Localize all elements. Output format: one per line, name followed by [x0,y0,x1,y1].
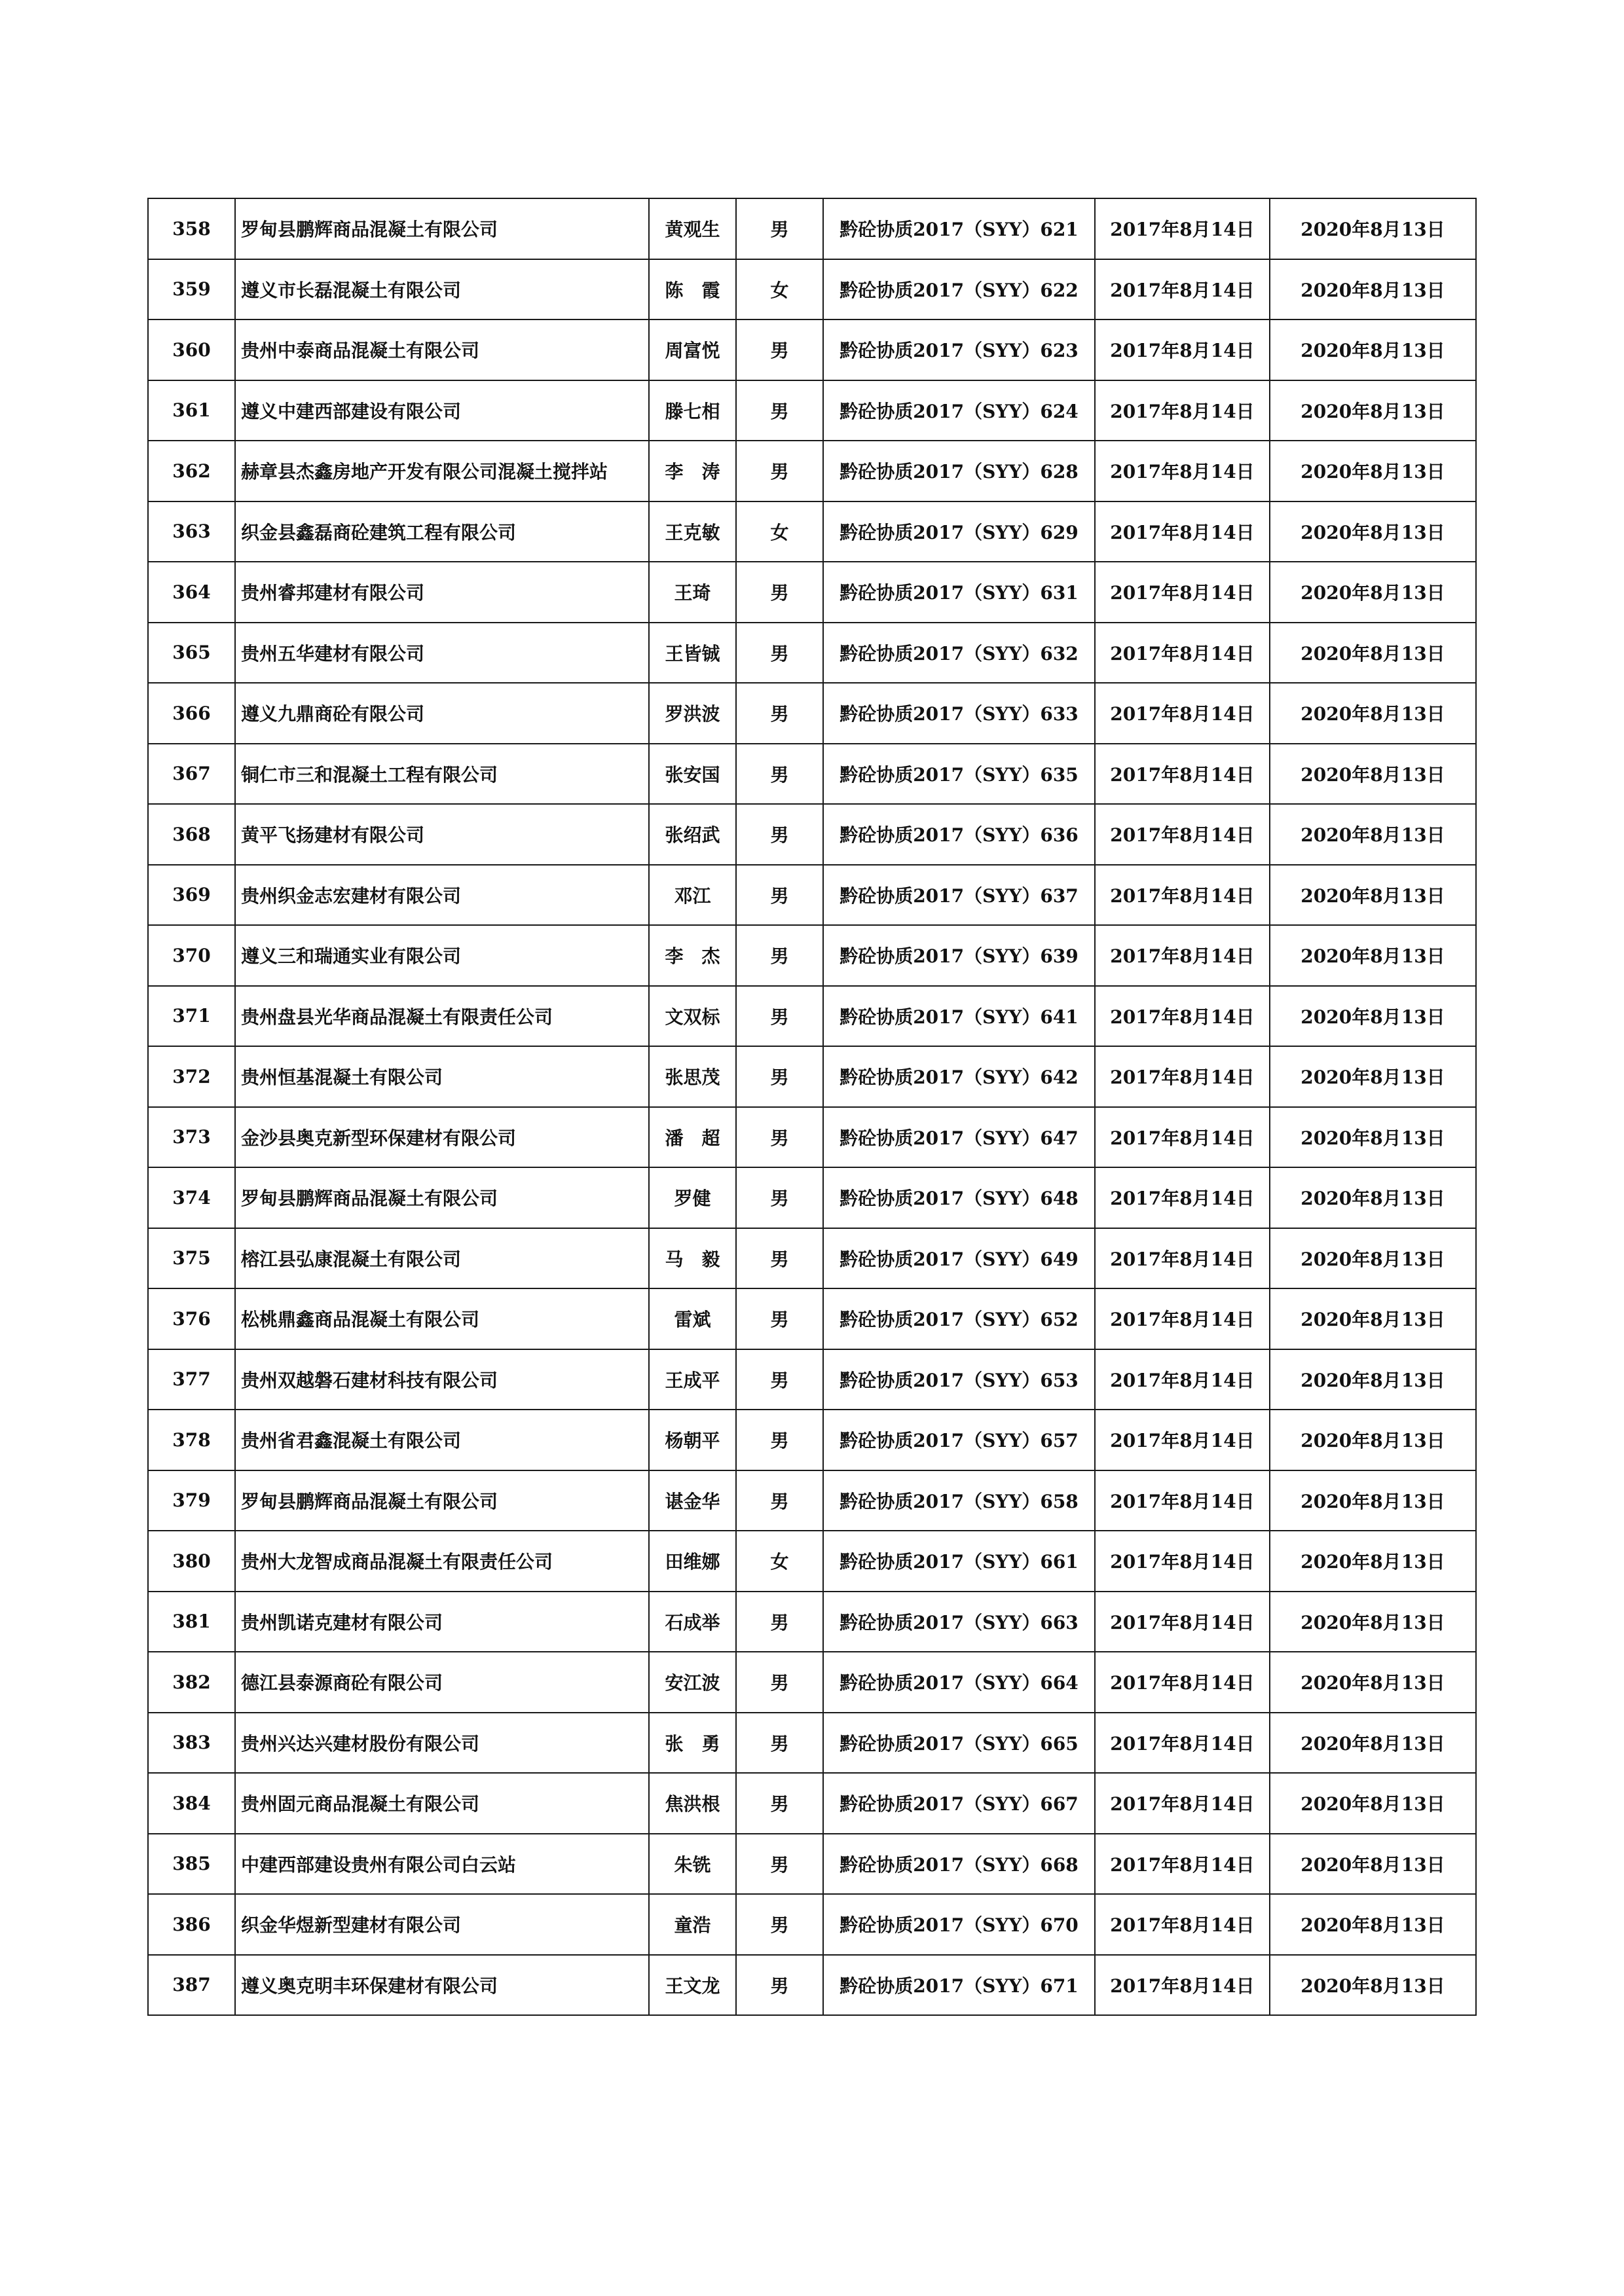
issue-date-cell: 2017年8月14日 [1095,319,1270,380]
expiry-date-cell: 2020年8月13日 [1270,1107,1476,1168]
certificate-number-cell: 黔砼协质2017（SYY）664 [823,1652,1095,1713]
person-name-cell: 张 勇 [649,1713,736,1774]
certificate-number-cell: 黔砼协质2017（SYY）623 [823,319,1095,380]
certificate-number-cell: 黔砼协质2017（SYY）621 [823,198,1095,259]
row-number-cell: 360 [148,319,235,380]
issue-date-cell: 2017年8月14日 [1095,623,1270,683]
company-cell: 黄平飞扬建材有限公司 [235,804,649,865]
company-cell: 罗甸县鹏辉商品混凝土有限公司 [235,198,649,259]
certificate-number-cell: 黔砼协质2017（SYY）642 [823,1046,1095,1107]
person-name-cell: 陈 霞 [649,259,736,320]
person-name-cell: 朱铣 [649,1834,736,1895]
certificate-number-cell: 黔砼协质2017（SYY）663 [823,1592,1095,1652]
person-name-cell: 杨朝平 [649,1410,736,1470]
gender-cell: 男 [736,1773,823,1834]
table-row [148,319,1476,380]
gender-cell: 男 [736,1410,823,1470]
row-number-cell: 378 [148,1410,235,1470]
table-row [148,1107,1476,1168]
table-row [148,259,1476,320]
company-cell: 遵义市长磊混凝土有限公司 [235,259,649,320]
person-name-cell: 王琦 [649,562,736,623]
issue-date-cell: 2017年8月14日 [1095,1713,1270,1774]
gender-cell: 男 [736,623,823,683]
person-name-cell: 田维娜 [649,1531,736,1592]
issue-date-cell: 2017年8月14日 [1095,1592,1270,1652]
company-cell: 贵州恒基混凝土有限公司 [235,1046,649,1107]
expiry-date-cell: 2020年8月13日 [1270,1652,1476,1713]
issue-date-cell: 2017年8月14日 [1095,259,1270,320]
table-row [148,1955,1476,2016]
gender-cell: 女 [736,501,823,562]
expiry-date-cell: 2020年8月13日 [1270,562,1476,623]
row-number-cell: 358 [148,198,235,259]
expiry-date-cell: 2020年8月13日 [1270,744,1476,805]
gender-cell: 男 [736,744,823,805]
certificate-number-cell: 黔砼协质2017（SYY）637 [823,865,1095,926]
table-row [148,865,1476,926]
gender-cell: 男 [736,1834,823,1895]
table-row [148,1046,1476,1107]
issue-date-cell: 2017年8月14日 [1095,441,1270,501]
expiry-date-cell: 2020年8月13日 [1270,1470,1476,1531]
certificate-number-cell: 黔砼协质2017（SYY）636 [823,804,1095,865]
company-cell: 贵州固元商品混凝土有限公司 [235,1773,649,1834]
gender-cell: 男 [736,1652,823,1713]
table-row [148,1470,1476,1531]
person-name-cell: 周富悦 [649,319,736,380]
person-name-cell: 李 涛 [649,441,736,501]
gender-cell: 男 [736,1046,823,1107]
issue-date-cell: 2017年8月14日 [1095,1167,1270,1228]
person-name-cell: 石成举 [649,1592,736,1652]
expiry-date-cell: 2020年8月13日 [1270,1773,1476,1834]
table-row [148,1531,1476,1592]
row-number-cell: 371 [148,986,235,1047]
gender-cell: 男 [736,1955,823,2016]
certificate-number-cell: 黔砼协质2017（SYY）639 [823,925,1095,986]
company-cell: 贵州省君鑫混凝土有限公司 [235,1410,649,1470]
row-number-cell: 368 [148,804,235,865]
company-cell: 贵州睿邦建材有限公司 [235,562,649,623]
issue-date-cell: 2017年8月14日 [1095,1228,1270,1289]
company-cell: 贵州五华建材有限公司 [235,623,649,683]
gender-cell: 男 [736,1713,823,1774]
issue-date-cell: 2017年8月14日 [1095,1652,1270,1713]
gender-cell: 男 [736,1349,823,1410]
table-row [148,683,1476,744]
issue-date-cell: 2017年8月14日 [1095,1046,1270,1107]
person-name-cell: 雷斌 [649,1288,736,1349]
row-number-cell: 376 [148,1288,235,1349]
certificate-number-cell: 黔砼协质2017（SYY）652 [823,1288,1095,1349]
table-row [148,1349,1476,1410]
gender-cell: 男 [736,198,823,259]
gender-cell: 男 [736,865,823,926]
gender-cell: 男 [736,683,823,744]
expiry-date-cell: 2020年8月13日 [1270,1531,1476,1592]
row-number-cell: 369 [148,865,235,926]
table-row [148,1592,1476,1652]
row-number-cell: 367 [148,744,235,805]
expiry-date-cell: 2020年8月13日 [1270,683,1476,744]
table-row [148,1773,1476,1834]
row-number-cell: 366 [148,683,235,744]
table-row [148,1167,1476,1228]
certificate-roster-table [147,198,1477,2016]
table-row [148,1894,1476,1955]
company-cell: 织金华煜新型建材有限公司 [235,1894,649,1955]
person-name-cell: 王克敏 [649,501,736,562]
issue-date-cell: 2017年8月14日 [1095,1531,1270,1592]
company-cell: 贵州中泰商品混凝土有限公司 [235,319,649,380]
table-row [148,562,1476,623]
certificate-number-cell: 黔砼协质2017（SYY）658 [823,1470,1095,1531]
person-name-cell: 王成平 [649,1349,736,1410]
row-number-cell: 386 [148,1894,235,1955]
table-row [148,441,1476,501]
company-cell: 贵州兴达兴建材股份有限公司 [235,1713,649,1774]
table-row [148,1652,1476,1713]
expiry-date-cell: 2020年8月13日 [1270,623,1476,683]
table-row [148,925,1476,986]
certificate-number-cell: 黔砼协质2017（SYY）629 [823,501,1095,562]
person-name-cell: 童浩 [649,1894,736,1955]
table-row [148,623,1476,683]
table-row [148,986,1476,1047]
certificate-number-cell: 黔砼协质2017（SYY）628 [823,441,1095,501]
expiry-date-cell: 2020年8月13日 [1270,925,1476,986]
issue-date-cell: 2017年8月14日 [1095,1288,1270,1349]
person-name-cell: 焦洪根 [649,1773,736,1834]
issue-date-cell: 2017年8月14日 [1095,1349,1270,1410]
gender-cell: 男 [736,1288,823,1349]
row-number-cell: 365 [148,623,235,683]
person-name-cell: 邓江 [649,865,736,926]
row-number-cell: 380 [148,1531,235,1592]
row-number-cell: 383 [148,1713,235,1774]
gender-cell: 男 [736,1592,823,1652]
certificate-number-cell: 黔砼协质2017（SYY）671 [823,1955,1095,2016]
gender-cell: 男 [736,1107,823,1168]
table-row [148,1228,1476,1289]
gender-cell: 女 [736,1531,823,1592]
company-cell: 遵义九鼎商砼有限公司 [235,683,649,744]
gender-cell: 男 [736,986,823,1047]
expiry-date-cell: 2020年8月13日 [1270,441,1476,501]
certificate-number-cell: 黔砼协质2017（SYY）653 [823,1349,1095,1410]
expiry-date-cell: 2020年8月13日 [1270,380,1476,441]
company-cell: 榕江县弘康混凝土有限公司 [235,1228,649,1289]
certificate-number-cell: 黔砼协质2017（SYY）624 [823,380,1095,441]
person-name-cell: 马 毅 [649,1228,736,1289]
row-number-cell: 385 [148,1834,235,1895]
issue-date-cell: 2017年8月14日 [1095,198,1270,259]
certificate-number-cell: 黔砼协质2017（SYY）648 [823,1167,1095,1228]
certificate-number-cell: 黔砼协质2017（SYY）657 [823,1410,1095,1470]
issue-date-cell: 2017年8月14日 [1095,683,1270,744]
issue-date-cell: 2017年8月14日 [1095,1773,1270,1834]
row-number-cell: 364 [148,562,235,623]
company-cell: 松桃鼎鑫商品混凝土有限公司 [235,1288,649,1349]
gender-cell: 男 [736,925,823,986]
certificate-number-cell: 黔砼协质2017（SYY）649 [823,1228,1095,1289]
person-name-cell: 张思茂 [649,1046,736,1107]
expiry-date-cell: 2020年8月13日 [1270,1713,1476,1774]
issue-date-cell: 2017年8月14日 [1095,925,1270,986]
row-number-cell: 370 [148,925,235,986]
row-number-cell: 384 [148,1773,235,1834]
expiry-date-cell: 2020年8月13日 [1270,501,1476,562]
row-number-cell: 387 [148,1955,235,2016]
person-name-cell: 文双标 [649,986,736,1047]
gender-cell: 男 [736,804,823,865]
expiry-date-cell: 2020年8月13日 [1270,1955,1476,2016]
row-number-cell: 381 [148,1592,235,1652]
expiry-date-cell: 2020年8月13日 [1270,319,1476,380]
issue-date-cell: 2017年8月14日 [1095,1470,1270,1531]
row-number-cell: 372 [148,1046,235,1107]
table-row [148,744,1476,805]
expiry-date-cell: 2020年8月13日 [1270,1046,1476,1107]
table-row [148,1288,1476,1349]
issue-date-cell: 2017年8月14日 [1095,865,1270,926]
issue-date-cell: 2017年8月14日 [1095,744,1270,805]
issue-date-cell: 2017年8月14日 [1095,1410,1270,1470]
certificate-number-cell: 黔砼协质2017（SYY）633 [823,683,1095,744]
issue-date-cell: 2017年8月14日 [1095,380,1270,441]
company-cell: 金沙县奥克新型环保建材有限公司 [235,1107,649,1168]
issue-date-cell: 2017年8月14日 [1095,1834,1270,1895]
certificate-number-cell: 黔砼协质2017（SYY）641 [823,986,1095,1047]
issue-date-cell: 2017年8月14日 [1095,562,1270,623]
row-number-cell: 359 [148,259,235,320]
company-cell: 遵义奥克明丰环保建材有限公司 [235,1955,649,2016]
expiry-date-cell: 2020年8月13日 [1270,986,1476,1047]
row-number-cell: 375 [148,1228,235,1289]
table-row [148,1410,1476,1470]
table-row [148,804,1476,865]
person-name-cell: 谌金华 [649,1470,736,1531]
person-name-cell: 王文龙 [649,1955,736,2016]
row-number-cell: 373 [148,1107,235,1168]
table-row [148,1834,1476,1895]
table-row [148,1713,1476,1774]
certificate-number-cell: 黔砼协质2017（SYY）667 [823,1773,1095,1834]
person-name-cell: 张绍武 [649,804,736,865]
row-number-cell: 362 [148,441,235,501]
roster-body [148,198,1476,2015]
company-cell: 贵州双越磐石建材科技有限公司 [235,1349,649,1410]
row-number-cell: 363 [148,501,235,562]
company-cell: 贵州大龙智成商品混凝土有限责任公司 [235,1531,649,1592]
expiry-date-cell: 2020年8月13日 [1270,1288,1476,1349]
certificate-number-cell: 黔砼协质2017（SYY）647 [823,1107,1095,1168]
row-number-cell: 382 [148,1652,235,1713]
table-row [148,198,1476,259]
gender-cell: 男 [736,441,823,501]
certificate-number-cell: 黔砼协质2017（SYY）632 [823,623,1095,683]
company-cell: 遵义三和瑞通实业有限公司 [235,925,649,986]
expiry-date-cell: 2020年8月13日 [1270,1894,1476,1955]
certificate-number-cell: 黔砼协质2017（SYY）670 [823,1894,1095,1955]
expiry-date-cell: 2020年8月13日 [1270,804,1476,865]
expiry-date-cell: 2020年8月13日 [1270,1167,1476,1228]
person-name-cell: 罗健 [649,1167,736,1228]
company-cell: 罗甸县鹏辉商品混凝土有限公司 [235,1167,649,1228]
expiry-date-cell: 2020年8月13日 [1270,1349,1476,1410]
gender-cell: 女 [736,259,823,320]
issue-date-cell: 2017年8月14日 [1095,986,1270,1047]
company-cell: 铜仁市三和混凝土工程有限公司 [235,744,649,805]
company-cell: 遵义中建西部建设有限公司 [235,380,649,441]
certificate-number-cell: 黔砼协质2017（SYY）631 [823,562,1095,623]
gender-cell: 男 [736,1470,823,1531]
expiry-date-cell: 2020年8月13日 [1270,1834,1476,1895]
expiry-date-cell: 2020年8月13日 [1270,259,1476,320]
certificate-number-cell: 黔砼协质2017（SYY）622 [823,259,1095,320]
person-name-cell: 张安国 [649,744,736,805]
gender-cell: 男 [736,1228,823,1289]
person-name-cell: 滕七相 [649,380,736,441]
table-row [148,501,1476,562]
gender-cell: 男 [736,319,823,380]
issue-date-cell: 2017年8月14日 [1095,501,1270,562]
expiry-date-cell: 2020年8月13日 [1270,1410,1476,1470]
issue-date-cell: 2017年8月14日 [1095,1955,1270,2016]
certificate-number-cell: 黔砼协质2017（SYY）665 [823,1713,1095,1774]
company-cell: 德江县泰源商砼有限公司 [235,1652,649,1713]
person-name-cell: 李 杰 [649,925,736,986]
row-number-cell: 374 [148,1167,235,1228]
person-name-cell: 黄观生 [649,198,736,259]
gender-cell: 男 [736,562,823,623]
certificate-number-cell: 黔砼协质2017（SYY）668 [823,1834,1095,1895]
issue-date-cell: 2017年8月14日 [1095,1107,1270,1168]
company-cell: 贵州盘县光华商品混凝土有限责任公司 [235,986,649,1047]
expiry-date-cell: 2020年8月13日 [1270,1592,1476,1652]
person-name-cell: 罗洪波 [649,683,736,744]
certificate-number-cell: 黔砼协质2017（SYY）635 [823,744,1095,805]
company-cell: 罗甸县鹏辉商品混凝土有限公司 [235,1470,649,1531]
issue-date-cell: 2017年8月14日 [1095,804,1270,865]
company-cell: 织金县鑫磊商砼建筑工程有限公司 [235,501,649,562]
person-name-cell: 安江波 [649,1652,736,1713]
row-number-cell: 379 [148,1470,235,1531]
company-cell: 赫章县杰鑫房地产开发有限公司混凝土搅拌站 [235,441,649,501]
table-row [148,380,1476,441]
company-cell: 中建西部建设贵州有限公司白云站 [235,1834,649,1895]
person-name-cell: 潘 超 [649,1107,736,1168]
expiry-date-cell: 2020年8月13日 [1270,1228,1476,1289]
company-cell: 贵州织金志宏建材有限公司 [235,865,649,926]
certificate-number-cell: 黔砼协质2017（SYY）661 [823,1531,1095,1592]
expiry-date-cell: 2020年8月13日 [1270,865,1476,926]
gender-cell: 男 [736,1167,823,1228]
expiry-date-cell: 2020年8月13日 [1270,198,1476,259]
row-number-cell: 361 [148,380,235,441]
company-cell: 贵州凯诺克建材有限公司 [235,1592,649,1652]
issue-date-cell: 2017年8月14日 [1095,1894,1270,1955]
gender-cell: 男 [736,380,823,441]
gender-cell: 男 [736,1894,823,1955]
row-number-cell: 377 [148,1349,235,1410]
person-name-cell: 王皆铖 [649,623,736,683]
